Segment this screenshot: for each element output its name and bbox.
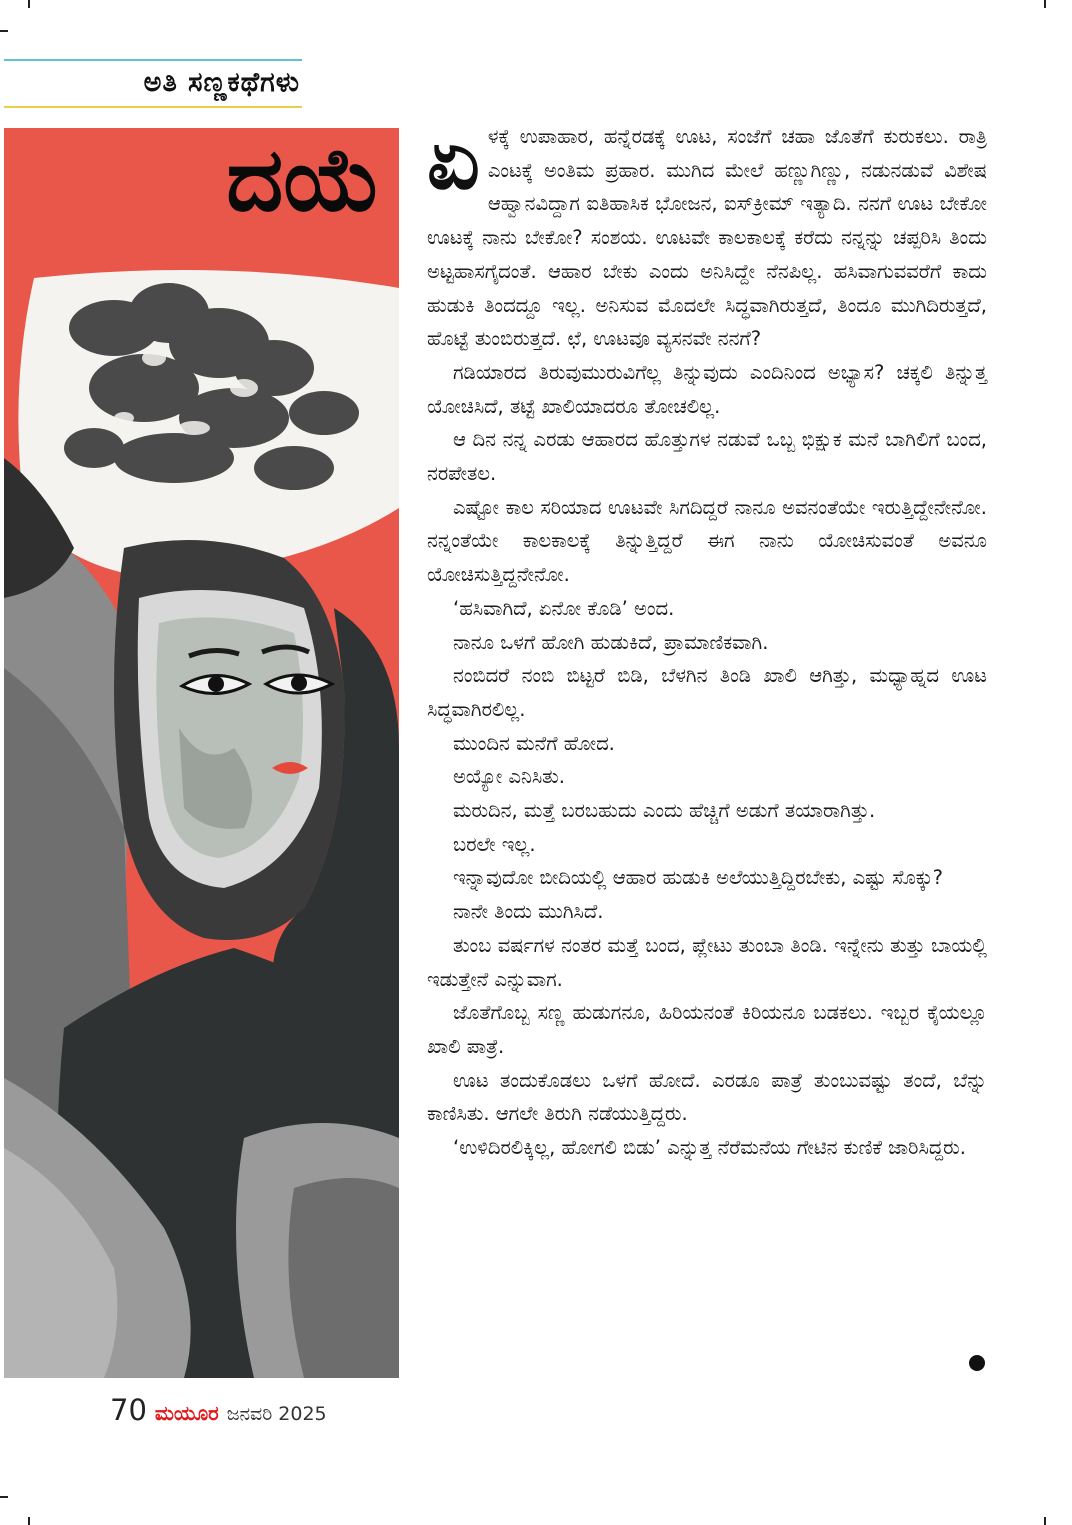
paragraph: ಜೊತೆಗೊಬ್ಬ ಸಣ್ಣ ಹುಡುಗನೂ, ಹಿರಿಯನಂತೆ ಕಿರಿಯನೂ ಬಡಕಲು. ಇಬ್ಬರ ಕೈಯಲ್ಲೂ ಖಾಲಿ ಪಾತ್ರೆ.	[427, 1001, 987, 1058]
crop-mark	[28, 0, 30, 8]
crop-mark	[1044, 1517, 1046, 1525]
paragraph: ‘ಹಸಿವಾಗಿದೆ, ಏನೋ ಕೊಡಿ’ ಅಂದ.	[453, 596, 675, 620]
section-header	[4, 59, 302, 108]
paragraph: ಏಳಕ್ಕೆ ಉಪಾಹಾರ, ಹನ್ನೆರಡಕ್ಕೆ ಊಟ, ಸಂಜೆಗೆ ಚಹಾ ಜೊತೆಗೆ ಕುರುಕಲು. ರಾತ್ರಿ ಎಂಟಕ್ಕೆ ಅಂತಿಮ ಪ್ರಹಾರ. ಮುಗಿದ ಮೇಲೆ ಹಣ್ಣುಗಿಣ್ಣು, ನಡುನಡುವೆ ವಿಶೇಷ ಆಹ್ವಾನವಿದ್ದಾಗ ಐತಿಹಾಸಿಕ ಭೋಜನ, ಐಸ್‌ಕ್ರೀಮ್ ಇತ್ಯಾದಿ. ನನಗೆ ಊಟ ಬೇಕೋ ಊಟಕ್ಕೆ ನಾನು ಬೇಕೋ? ಸಂಶಯ. ಊಟವೇ ಕಾಲಕಾಲಕ್ಕೆ ಕರೆದು ನನ್ನನ್ನು ಚಪ್ಪರಿಸಿ ತಿಂದು ಅಟ್ಟಹಾಸಗೈದಂತೆ. ಆಹಾರ ಬೇಕು ಎಂದು ಅನಿಸಿದ್ದೇ ನೆನಪಿಲ್ಲ. ಹಸಿವಾಗುವವರೆಗೆ ಕಾದು ಹುಡುಕಿ ತಿಂದದ್ದೂ ಇಲ್ಲ. ಅನಿಸುವ ಮೊದಲೇ ಸಿದ್ಧವಾಗಿರುತ್ತದೆ, ತಿಂದೂ ಮುಗಿದಿರುತ್ತದೆ, ಹೊಟ್ಟೆ ತುಂಬಿರುತ್ತದೆ. ಛೆ, ಊಟವೂ ವ್ಯಸನವೇ ನನಗೆ?	[427, 113, 987, 351]
story-illustration	[4, 128, 399, 1378]
crop-mark	[28, 1517, 30, 1525]
paragraph: ನಾನೂ ಒಳಗೆ ಹೋಗಿ ಹುಡುಕಿದೆ, ಪ್ರಾಮಾಣಿಕವಾಗಿ.	[453, 630, 769, 654]
paragraph: ಮರುದಿನ, ಮತ್ತೆ ಬರಬಹುದು ಎಂದು ಹೆಚ್ಚಿಗೆ ಅಡುಗೆ ತಯಾರಾಗಿತ್ತು.	[453, 799, 876, 823]
page-footer	[110, 1393, 327, 1429]
crop-mark	[0, 1496, 8, 1498]
header-rule-top	[4, 59, 302, 61]
crop-mark	[0, 30, 8, 32]
paragraph: ಮುಂದಿನ ಮನೆಗೆ ಹೋದ.	[453, 731, 615, 755]
illustration-art	[4, 128, 399, 1378]
paragraph: ಇನ್ನಾವುದೋ ಬೀದಿಯಲ್ಲಿ ಆಹಾರ ಹುಡುಕಿ ಅಲೆಯುತ್ತಿದ್ದಿರಬೇಕು, ಎಷ್ಟು ಸೊಕ್ಕು?	[453, 866, 943, 890]
drop-cap: ಏ	[427, 113, 480, 208]
crop-mark	[1044, 0, 1046, 8]
paragraph: ಆ ದಿನ ನನ್ನ ಎರಡು ಆಹಾರದ ಹೊತ್ತುಗಳ ನಡುವೆ ಒಬ್ಬ ಭಿಕ್ಷುಕ ಮನೆ ಬಾಗಿಲಿಗೆ ಬಂದ, ನರಪೇತಲ.	[427, 428, 987, 486]
paragraph: ‘ಉಳಿದಿರಲಿಕ್ಕಿಲ್ಲ, ಹೋಗಲಿ ಬಿಡು’ ಎನ್ನುತ್ತ ನೆರೆಮನೆಯ ಗೇಟಿನ ಕುಣಿಕೆ ಜಾರಿಸಿದ್ದರು.	[453, 1136, 966, 1160]
paragraph: ನಂಬಿದರೆ ನಂಬಿ ಬಿಟ್ಟರೆ ಬಿಡಿ, ಬೆಳಗಿನ ತಿಂಡಿ ಖಾಲಿ ಆಗಿತ್ತು, ಮಧ್ಯಾಹ್ನದ ಊಟ ಸಿದ್ಧವಾಗಿರಲಿಲ್ಲ.	[427, 664, 987, 721]
header-rule-bottom	[4, 106, 302, 108]
story-title: ದಯೆ	[226, 128, 381, 231]
paragraph: ನಾನೇ ತಿಂದು ಮುಗಿಸಿದೆ.	[453, 900, 604, 924]
story-body	[427, 113, 987, 1165]
paragraph: ಅಯ್ಯೋ ಎನಿಸಿತು.	[453, 765, 565, 789]
end-mark	[969, 1355, 985, 1371]
paragraph: ಎಷ್ಟೋ ಕಾಲ ಸರಿಯಾದ ಊಟವೇ ಸಿಗದಿದ್ದರೆ ನಾನೂ ಅವನಂತೆಯೇ ಇರುತ್ತಿದ್ದೇನೇನೋ. ನನ್ನಂತೆಯೇ ಕಾಲಕಾಲಕ್ಕೆ ತಿನ್ನುತ್ತಿದ್ದರೆ ಈಗ ನಾನು ಯೋಚಿಸುವಂತೆ ಅವನೂ ಯೋಚಿಸುತ್ತಿದ್ದನೇನೋ.	[427, 495, 987, 587]
issue-date: ಜನವರಿ 2025	[226, 1403, 327, 1425]
paragraph: ಬರಲೇ ಇಲ್ಲ.	[453, 832, 536, 856]
page-number: 70	[110, 1393, 147, 1427]
magazine-brand: ಮಯೂರ	[154, 1401, 219, 1425]
section-label: ಅತಿ ಸಣ್ಣಕಥೆಗಳು	[143, 67, 300, 98]
paragraph: ತುಂಬ ವರ್ಷಗಳ ನಂತರ ಮತ್ತೆ ಬಂದ, ಪ್ಲೇಟು ತುಂಬಾ ತಿಂಡಿ. ಇನ್ನೇನು ತುತ್ತು ಬಾಯಲ್ಲಿ ಇಡುತ್ತೇನೆ ಎನ್ನುವಾಗ.	[427, 933, 987, 991]
paragraph: ಊಟ ತಂದುಕೊಡಲು ಒಳಗೆ ಹೋದೆ. ಎರಡೂ ಪಾತ್ರೆ ತುಂಬುವಷ್ಟು ತಂದೆ, ಬೆನ್ನು ಕಾಣಿಸಿತು. ಆಗಲೇ ತಿರುಗಿ ನಡೆಯುತ್ತಿದ್ದರು.	[427, 1068, 987, 1126]
paragraph: ಗಡಿಯಾರದ ತಿರುವುಮುರುವಿಗೆಲ್ಲ ತಿನ್ನುವುದು ಎಂದಿನಿಂದ ಅಭ್ಯಾಸ? ಚಕ್ಕಲಿ ತಿನ್ನುತ್ತ ಯೋಚಿಸಿದೆ, ತಟ್ಟೆ ಖಾಲಿಯಾದರೂ ತೋಚಲಿಲ್ಲ.	[427, 360, 987, 418]
